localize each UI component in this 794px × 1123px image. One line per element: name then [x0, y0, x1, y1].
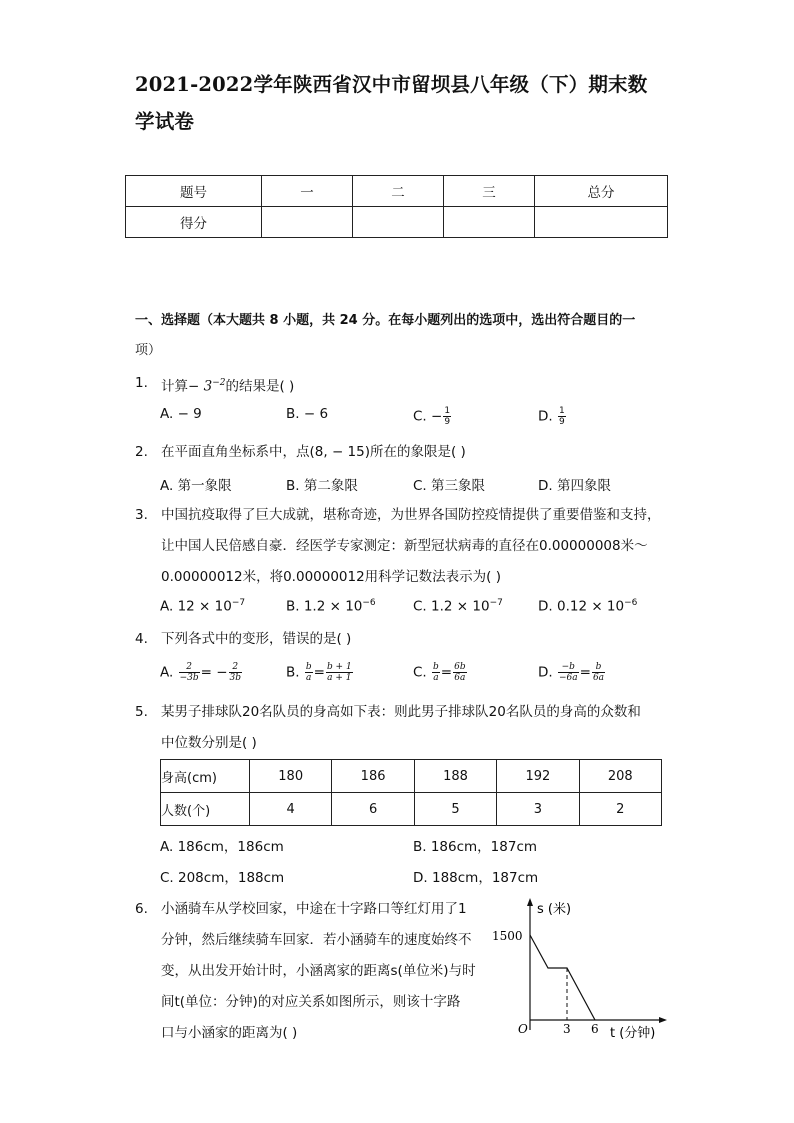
fraction-denominator: a: [433, 673, 439, 683]
option-a[interactable]: A. 第一象限: [160, 478, 232, 494]
option-d[interactable]: D. 第四象限: [538, 478, 611, 494]
option-c[interactable]: C. 208cm，188cm: [160, 870, 285, 886]
q6-line-3: 变，从出发开始计时，小涵离家的距离s(单位米)与时: [161, 963, 476, 979]
operator: =: [313, 664, 325, 681]
score-cell: [444, 207, 535, 238]
question-5-options-row-1: [160, 835, 680, 859]
score-header-cell: 总分: [535, 176, 668, 207]
score-header-cell: 题号: [126, 176, 262, 207]
option-c[interactable]: C. 第三象限: [413, 478, 486, 494]
question-number: 3.: [135, 507, 148, 523]
fraction: [229, 662, 243, 683]
height-table: [160, 759, 662, 826]
q3-line-3: 0.00000012米，将0.00000012用科学记数法表示为( ): [161, 569, 502, 585]
height-cell: 192: [497, 760, 579, 793]
fraction: [558, 406, 566, 427]
option-c[interactable]: [413, 662, 468, 683]
question-1: [135, 368, 670, 398]
question-text: [161, 368, 671, 403]
fraction-denominator: a + 1: [327, 673, 352, 683]
fraction-denominator: 6a: [592, 673, 605, 683]
score-header-cell: 一: [262, 176, 353, 207]
option-a[interactable]: A. 186cm，186cm: [160, 839, 284, 855]
fraction-numerator: 6b: [454, 662, 466, 672]
y-axis-label: s (米): [537, 902, 572, 917]
question-number: 1.: [135, 375, 148, 391]
fraction-denominator: −3b: [179, 673, 199, 683]
height-cell: 188: [414, 760, 496, 793]
count-cell: 3: [497, 793, 579, 826]
question-text: [161, 894, 495, 1049]
score-row-label: 得分: [126, 207, 262, 238]
question-text: [161, 697, 671, 759]
option-a[interactable]: [160, 598, 245, 615]
fraction: [592, 662, 605, 683]
option-b-exp: −6: [362, 598, 376, 608]
q1-expr: − 3: [188, 378, 213, 395]
option-d-exp: −6: [624, 598, 638, 608]
option-a[interactable]: A. − 9: [160, 406, 202, 422]
distance-time-graph: [490, 895, 670, 1045]
operator: =: [579, 664, 591, 681]
q3-line-1: 中国抗疫取得了巨大成就，堪称奇迹，为世界各国防控疫情提供了重要借鉴和支持，: [161, 507, 661, 523]
x-axis-label: t (分钟): [610, 1026, 656, 1041]
option-d[interactable]: [538, 598, 637, 615]
x-tick-label: 3: [563, 1022, 571, 1036]
q6-line-2: 分钟，然后继续骑车回家．若小涵骑车的速度始终不: [161, 932, 472, 948]
option-c[interactable]: [413, 598, 503, 615]
count-row-label: 人数(个): [161, 793, 250, 826]
count-row: [161, 793, 662, 826]
option-d-base: D. 0.12 × 10: [538, 598, 625, 615]
fraction-denominator: 3b: [229, 673, 242, 683]
fraction-numerator: b: [305, 662, 312, 672]
section-1-heading-tail: 项）: [135, 343, 162, 358]
y-tick-label: 1500: [492, 929, 523, 943]
q5-line-1: 某男子排球队20名队员的身高如下表：则此男子排球队20名队员的身高的众数和: [161, 704, 641, 720]
section-1-heading: [135, 306, 665, 366]
option-b[interactable]: B. − 6: [286, 406, 329, 422]
fraction-numerator: 2: [229, 662, 243, 673]
score-header-cell: 三: [444, 176, 535, 207]
question-3: [135, 500, 670, 595]
x-axis-arrow-icon: [659, 1017, 667, 1023]
q3-line-2: 让中国人民倍感自豪．经医学专家测定：新型冠状病毒的直径在0.00000008米～: [161, 538, 648, 554]
q5-line-2: 中位数分别是( ): [161, 735, 257, 751]
question-number: 4.: [135, 631, 148, 647]
question-4-options: [160, 662, 680, 690]
count-cell: 5: [414, 793, 496, 826]
question-text: 下列各式中的变形，错误的是( ): [161, 631, 352, 647]
fraction: [432, 662, 440, 683]
option-a-base: A. 12 × 10: [160, 598, 232, 615]
fraction: [305, 662, 313, 683]
q1-text-post: 的结果是( ): [225, 378, 295, 395]
question-2: [135, 437, 670, 467]
operator: =: [440, 664, 453, 681]
question-number: 5.: [135, 704, 148, 720]
question-3-options: [160, 598, 680, 622]
q1-exp: −2: [212, 378, 226, 388]
fraction-numerator: 1: [444, 406, 451, 416]
option-label: D.: [538, 664, 553, 681]
option-label: B.: [286, 664, 300, 681]
score-cell: [262, 207, 353, 238]
section-1-heading-line: 一、选择题（本大题共 8 小题，共 24 分。在每小题列出的选项中，选出符合题目的一: [135, 313, 636, 328]
height-cell: 186: [332, 760, 414, 793]
fraction-numerator: b: [433, 662, 439, 672]
fraction-denominator: −6a: [558, 673, 578, 683]
option-a-exp: −7: [231, 598, 246, 608]
count-cell: 4: [250, 793, 332, 826]
score-cell: [535, 207, 668, 238]
option-d-prefix: D.: [538, 408, 553, 425]
option-c[interactable]: [413, 406, 452, 427]
q6-line-5: 口与小涵家的距离为( ): [161, 1025, 298, 1041]
height-cell: 180: [250, 760, 332, 793]
fraction: [443, 406, 451, 427]
count-cell: 2: [579, 793, 661, 826]
question-6: [135, 894, 495, 1054]
question-4: [135, 624, 670, 654]
height-row: [161, 760, 662, 793]
question-number: 2.: [135, 444, 148, 460]
count-cell: 6: [332, 793, 414, 826]
q6-line-4: 间t(单位：分钟)的对应关系如图所示，则该十字路: [161, 994, 461, 1010]
option-b[interactable]: B. 第二象限: [286, 478, 358, 494]
option-label: A.: [160, 664, 174, 681]
y-axis-arrow-icon: [527, 898, 533, 906]
option-c-exp: −7: [489, 598, 503, 608]
score-cell: [353, 207, 444, 238]
height-cell: 208: [579, 760, 661, 793]
score-table-score-row: [126, 207, 668, 238]
option-c-base: C. 1.2 × 10: [413, 598, 490, 615]
fraction-denominator: 6a: [454, 673, 466, 683]
option-b[interactable]: [286, 598, 376, 615]
fraction: [326, 662, 353, 683]
option-b[interactable]: B. 186cm，187cm: [413, 839, 538, 855]
fraction: [453, 662, 467, 683]
fraction-denominator: 9: [444, 417, 451, 427]
option-c-prefix: C. −: [413, 408, 443, 425]
fraction-denominator: a: [306, 673, 312, 683]
option-b[interactable]: [286, 662, 354, 683]
fraction-numerator: −b: [558, 662, 579, 673]
x-tick-label: 6: [591, 1022, 599, 1036]
question-text: [161, 500, 671, 593]
fraction-numerator: b + 1: [326, 662, 352, 672]
option-d[interactable]: [538, 406, 567, 427]
option-d[interactable]: D. 188cm，187cm: [413, 870, 539, 886]
question-5: [135, 697, 670, 759]
option-b-base: B. 1.2 × 10: [286, 598, 363, 615]
question-5-options-row-2: [160, 866, 680, 890]
origin-label: O: [518, 1022, 528, 1036]
score-table-header-row: [126, 176, 668, 207]
question-2-options: [160, 474, 680, 498]
score-header-cell: 二: [353, 176, 444, 207]
height-row-label: 身高(cm): [161, 760, 250, 793]
q6-line-1: 小涵骑车从学校回家，中途在十字路口等红灯用了1: [161, 901, 467, 917]
fraction-numerator: 2: [179, 662, 200, 673]
fraction-numerator: b: [592, 662, 605, 673]
question-text: 在平面直角坐标系中，点(8, − 15)所在的象限是( ): [161, 444, 466, 460]
fraction-numerator: 1: [558, 406, 565, 416]
option-d[interactable]: [538, 662, 606, 683]
question-1-options: [160, 406, 680, 430]
option-a[interactable]: [160, 662, 243, 683]
graph-line: [530, 935, 595, 1020]
operator: = −: [200, 664, 228, 681]
exam-title: 2021-2022学年陕西省汉中市留坝县八年级（下）期末数学试卷: [135, 73, 648, 133]
fraction-denominator: 9: [558, 417, 565, 427]
question-number: 6.: [135, 901, 148, 917]
option-label: C.: [413, 664, 427, 681]
score-table: [125, 175, 668, 238]
fraction: [558, 662, 579, 683]
fraction: [179, 662, 200, 683]
q1-text-pre: 计算: [161, 378, 188, 395]
